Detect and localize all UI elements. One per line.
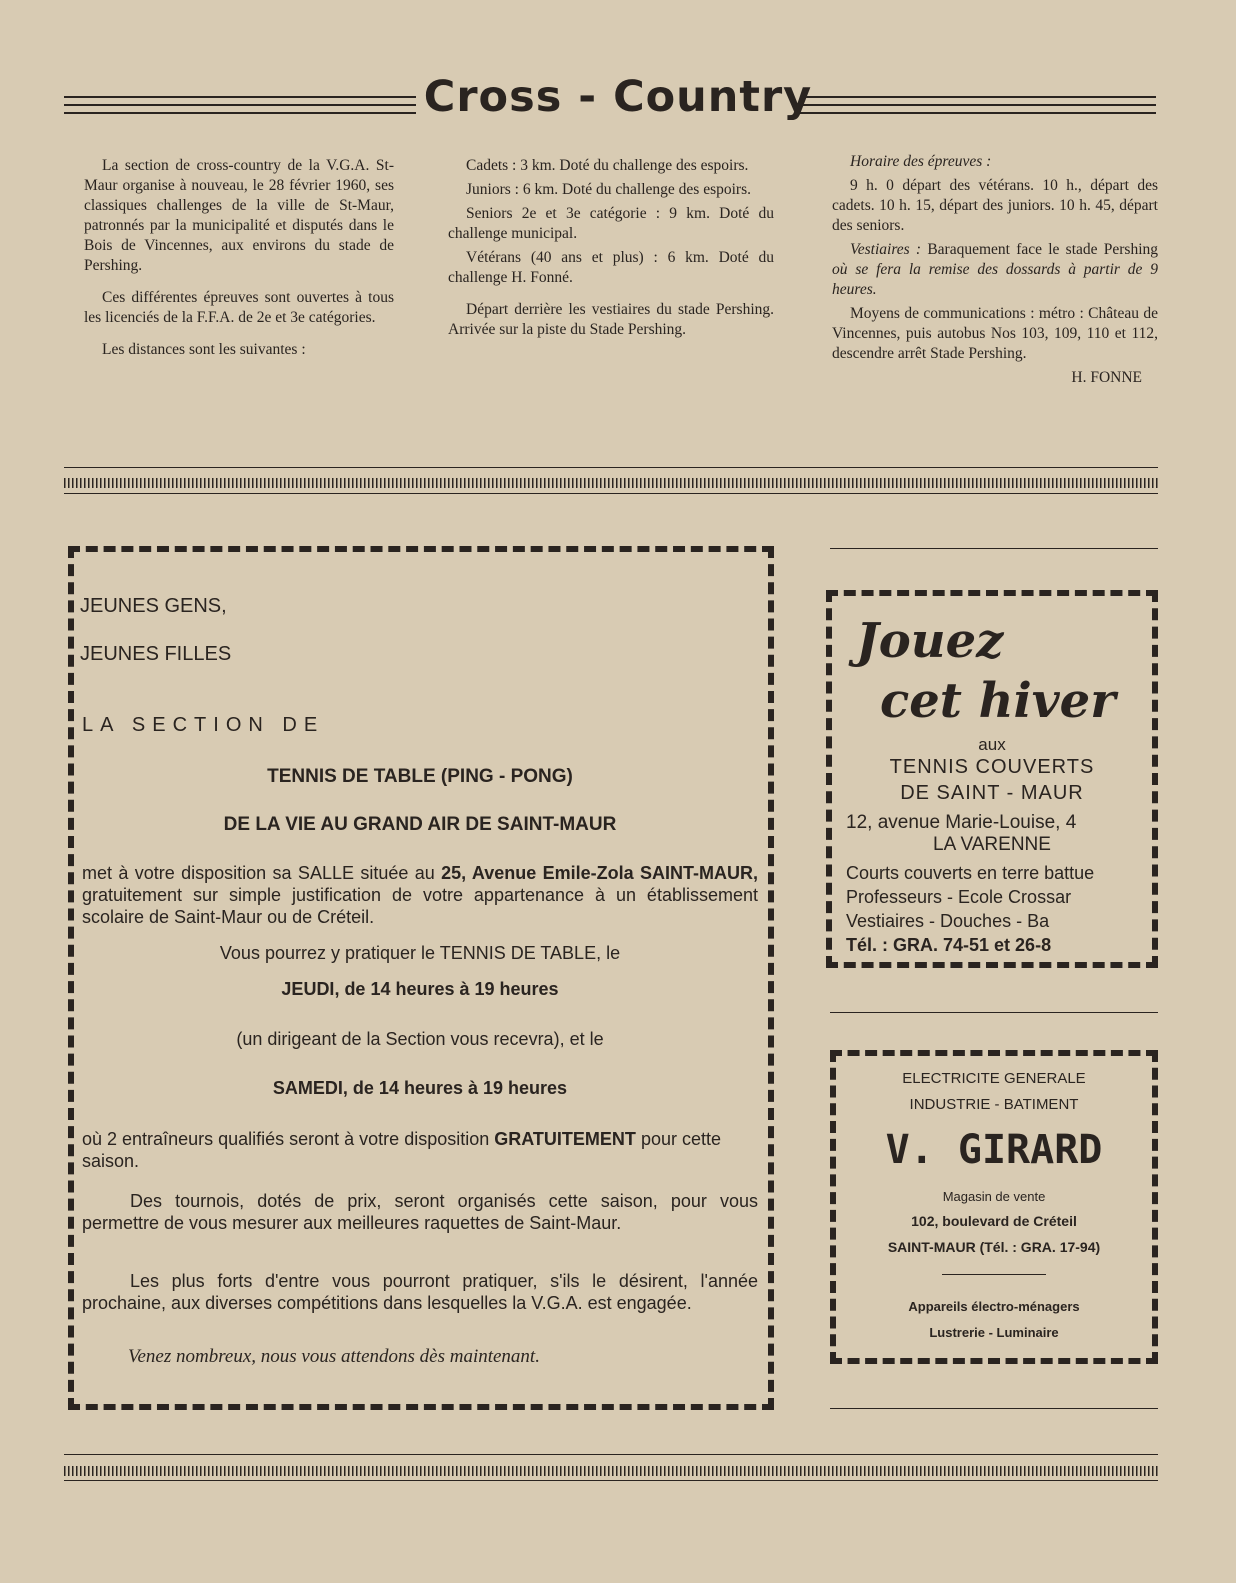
heading-tennis-de-table: TENNIS DE TABLE (PING - PONG) [267, 766, 573, 787]
ad-girard-store: Magasin de vente [942, 1189, 1046, 1204]
paragraph: La section de cross-country de la V.G.A. St-Maur organise à nouveau, le 28 février 1960, ses classiques challenges de la ville de St-Maur, patronnés par la municipalité et disputés dans le Bois de Vincennes, aux environs du stade de Pershing. [84, 157, 394, 274]
paragraph: Seniors 2e et 3e catégorie : 9 km. Doté du challenge municipal. [448, 205, 774, 242]
ad-tennis-name-1: TENNIS COUVERTS [889, 756, 1095, 778]
ad-tennis-script-1: Jouez [856, 613, 1004, 669]
paragraph: 9 h. 0 départ des vétérans. 10 h., départ des cadets. 10 h. 15, départ des juniors. 10 h. 45, départ des seniors. [832, 177, 1158, 234]
page-title: Cross - Country [423, 72, 813, 122]
ad-tennis-line-1: Courts couverts en terre battue [846, 863, 1095, 883]
separator-comb [64, 478, 1158, 488]
ad-girard-products-1: Appareils électro-ménagers [908, 1299, 1080, 1314]
right-rule [830, 1408, 1158, 1409]
ad-tennis-script-2: cet hiver [880, 673, 1116, 729]
vestiaires-text: Baraquement face le stade Pershing [927, 241, 1158, 258]
paragraph-dirigeant: (un dirigeant de la Section vous recevra), et le [236, 1029, 604, 1049]
horaire-label: Horaire des épreuves : [850, 153, 992, 170]
ad-girard-line-1: ELECTRICITE GENERALE [902, 1070, 1086, 1087]
paragraph-entraineurs [82, 1128, 758, 1172]
ad-tennis-aux: aux [978, 735, 1006, 754]
ad-girard-city: SAINT-MAUR (Tél. : GRA. 17-94) [887, 1239, 1101, 1255]
paragraph: Vétérans (40 ans et plus) : 6 km. Doté du challenge H. Fonné. [448, 249, 774, 286]
salle-address: 25, Avenue Emile-Zola [441, 863, 634, 883]
entraineurs-season: pour cette saison. [82, 1129, 721, 1171]
footer-rule [64, 1454, 1158, 1455]
salle-city: SAINT-MAUR, [639, 863, 758, 883]
paragraph: Départ derrière les vestiaires du stade Pershing. Arrivée sur la piste du Stade Pershing. [448, 301, 774, 338]
heading-jeunes-filles: JEUNES FILLES [80, 643, 232, 665]
vestiaires-italic: où se fera la remise des dossards à partir de 9 heures. [832, 261, 1158, 298]
ad-tennis-name-2: DE SAINT - MAUR [900, 782, 1084, 804]
paragraph: Ces différentes épreuves sont ouvertes à tous les licenciés de la F.F.A. de 2e et 3e catégories. [84, 289, 394, 326]
footer-rule [64, 1480, 1158, 1481]
signature: H. FONNE [1071, 369, 1142, 386]
ad-tennis-town: LA VARENNE [933, 834, 1051, 855]
footer-comb [64, 1466, 1158, 1476]
right-rule [830, 1012, 1158, 1013]
ad-girard-products-2: Lustrerie - Luminaire [929, 1325, 1059, 1340]
separator-rule [64, 467, 1158, 468]
ad-girard-line-2: INDUSTRIE - BATIMENT [909, 1096, 1079, 1113]
ad-tennis-line-2: Professeurs - Ecole Crossar [846, 887, 1072, 907]
cross-country-column-2 [448, 156, 774, 352]
entraineurs-gratuit: GRATUITEMENT [494, 1129, 636, 1149]
right-rule [830, 548, 1158, 549]
cross-country-column-3 [832, 152, 1158, 400]
paragraph-forts: Les plus forts d'entre vous pourront pratiquer, s'ils le désirent, l'année prochaine, aux diverses compétitions dans lesquelles la V.G.A. est engagée. [82, 1271, 758, 1313]
heading-jeunes-gens: JEUNES GENS, [80, 595, 227, 617]
heading-section: LA SECTION DE [82, 714, 325, 736]
schedule-jeudi: JEUDI, de 14 heures à 19 heures [281, 979, 559, 999]
paragraph: Juniors : 6 km. Doté du challenge des espoirs. [466, 181, 751, 198]
schedule-samedi: SAMEDI, de 14 heures à 19 heures [272, 1078, 568, 1098]
ad-tennis-address: 12, avenue Marie-Louise, 4 [846, 812, 1077, 833]
salle-text: met à votre disposition sa SALLE située au [82, 863, 435, 883]
paragraph: Moyens de communications : métro : Château de Vincennes, puis autobus Nos 103, 109, 110 et 112, descendre arrêt Stade Pershing. [832, 305, 1158, 362]
ad-girard-name: V. GIRARD [885, 1127, 1103, 1173]
paragraph-tournois: Des tournois, dotés de prix, seront organisés cette saison, pour vous permettre de vous mesurer aux meilleures raquettes de Saint-Maur. [82, 1191, 758, 1233]
paragraph-pratiquer: Vous pourrez y pratiquer le TENNIS DE TABLE, le [219, 943, 621, 963]
ad-girard-divider [942, 1274, 1046, 1275]
ad-tennis-phone: Tél. : GRA. 74-51 et 26-8 [846, 935, 1052, 955]
salle-text-2: gratuitement sur simple justification de votre appartenance à un établissement scolaire de Saint-Maur ou de Créteil. [82, 885, 758, 927]
ad-girard-address: 102, boulevard de Créteil [911, 1213, 1077, 1229]
ad-tennis-line-3: Vestiaires - Douches - Ba [846, 911, 1050, 931]
heading-club: DE LA VIE AU GRAND AIR DE SAINT-MAUR [223, 814, 617, 835]
entraineurs-text: où 2 entraîneurs qualifiés seront à votre disposition [82, 1129, 490, 1149]
vestiaires-label: Vestiaires : [850, 241, 922, 258]
paragraph: Les distances sont les suivantes : [102, 341, 306, 358]
cross-country-column-1 [84, 156, 394, 372]
closing-line: Venez nombreux, nous vous attendons dès maintenant. [128, 1346, 540, 1367]
separator-rule [64, 493, 1158, 494]
paragraph: Cadets : 3 km. Doté du challenge des espoirs. [466, 157, 749, 174]
paragraph-salle [82, 862, 758, 928]
